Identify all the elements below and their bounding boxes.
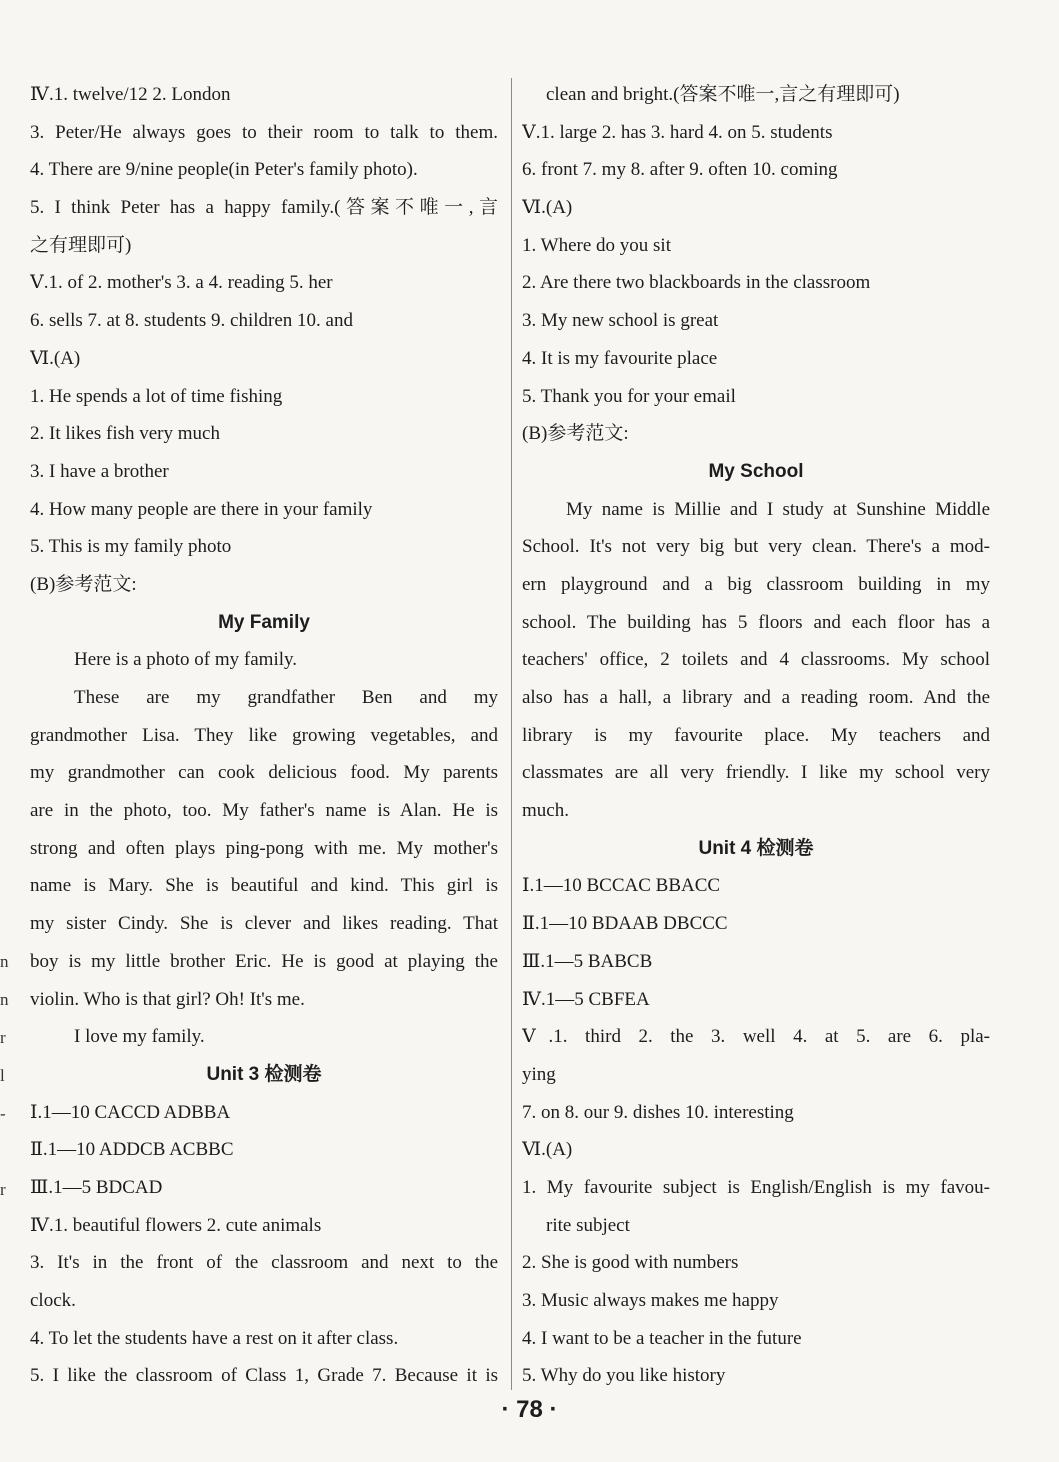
text-line: 之有理即可)	[30, 234, 132, 256]
text-line: 2. She is good with numbers	[522, 1252, 739, 1274]
text-line: violin. Who is that girl? Oh! It's me.	[30, 988, 305, 1010]
text-line: Ⅰ.1—10 BCCAC BBACC	[522, 875, 721, 897]
text-line: Ⅴ.1. large 2. has 3. hard 4. on 5. students	[522, 121, 833, 143]
text-line: clock.	[30, 1290, 76, 1311]
text-line: Ⅲ.1—5 BABCB	[522, 950, 653, 972]
text-line: also has a hall, a library and a reading room. And the	[522, 687, 990, 708]
section-heading: Unit 3 检测卷	[206, 1063, 322, 1085]
text-line: Ⅳ.1—5 CBFEA	[522, 988, 650, 1010]
text-line: school. The building has 5 floors and each floor has a	[522, 611, 990, 633]
text-line: 3. It's in the front of the classroom and next to the	[30, 1252, 498, 1274]
text-line: 1. Where do you sit	[522, 234, 671, 256]
section-heading: Unit 4 检测卷	[698, 837, 814, 859]
edge-mark: r	[0, 1028, 6, 1047]
text-line: 5. I think Peter has a happy family.(答案不唯一,言	[30, 197, 498, 219]
text-line: rite subject	[546, 1214, 630, 1236]
text-line: are in the photo, too. My father's name is Alan. He is	[30, 800, 498, 822]
edge-mark: l	[0, 1066, 5, 1085]
text-line: my grandmother can cook delicious food. My parents	[30, 762, 498, 784]
text-line: much.	[522, 800, 569, 822]
text-line: 5. Why do you like history	[522, 1365, 726, 1387]
text-line: 4. How many people are there in your family	[30, 498, 373, 520]
text-line: 5. Thank you for your email	[522, 385, 736, 407]
text-line: 3. Peter/He always goes to their room to talk to them.	[30, 121, 498, 143]
text-line: Ⅳ.1. beautiful flowers 2. cute animals	[30, 1214, 322, 1236]
text-line: Ⅱ.1—10 BDAAB DBCCC	[522, 913, 728, 935]
text-line: name is Mary. She is beautiful and kind. This girl is	[30, 875, 498, 897]
text-line: Ⅲ.1—5 BDCAD	[30, 1176, 163, 1198]
text-line: Ⅳ.1. twelve/12 2. London	[30, 84, 231, 105]
text-line: Ⅴ.1. of 2. mother's 3. a 4. reading 5. her	[30, 272, 333, 294]
text-line: Ⅵ.(A)	[522, 197, 573, 219]
text-line: 4. There are 9/nine people(in Peter's family photo).	[30, 159, 418, 181]
section-heading: My Family	[218, 611, 310, 633]
text-line: ying	[522, 1063, 556, 1085]
text-line: Ⅰ.1—10 CACCD ADBBA	[30, 1101, 231, 1123]
text-line: Ⅴ.1. third 2. the 3. well 4. at 5. are 6. pla-	[522, 1026, 990, 1048]
text-line: Here is a photo of my family.	[74, 649, 298, 671]
text-line: 6. sells 7. at 8. students 9. children 10. and	[30, 310, 353, 332]
text-line: ern playground and a big classroom building in my	[522, 573, 990, 595]
text-line: clean and bright.(答案不唯一,言之有理即可)	[546, 84, 900, 105]
text-line: 2. It likes fish very much	[30, 423, 220, 445]
text-line: My name is Millie and I study at Sunshine Middle	[566, 498, 990, 520]
right-column	[522, 76, 990, 1395]
text-line: library is my favourite place. My teachers and	[522, 724, 990, 746]
page-number: · 78 ·	[501, 1396, 558, 1423]
edge-mark: n	[0, 990, 9, 1009]
text-line: 5. I like the classroom of Class 1, Grade 7. Because it is	[30, 1365, 498, 1387]
text-line: 1. He spends a lot of time fishing	[30, 385, 283, 407]
left-column	[30, 76, 498, 1395]
column-divider	[511, 78, 512, 1390]
text-line: 3. Music always makes me happy	[522, 1290, 779, 1311]
text-line: 3. My new school is great	[522, 310, 719, 332]
text-line: boy is my little brother Eric. He is good at playing the	[30, 950, 498, 972]
text-line: 4. To let the students have a rest on it after class.	[30, 1327, 399, 1349]
text-line: Ⅵ.(A)	[30, 347, 81, 369]
text-line: 3. I have a brother	[30, 460, 169, 482]
text-line: 5. This is my family photo	[30, 536, 232, 558]
text-line: I love my family.	[74, 1026, 205, 1048]
text-line: classmates are all very friendly. I like my school very	[522, 762, 990, 784]
text-line: School. It's not very big but very clean. There's a mod-	[522, 536, 990, 558]
text-line: grandmother Lisa. They like growing vegetables, and	[30, 724, 498, 746]
text-line: teachers' office, 2 toilets and 4 classrooms. My school	[522, 649, 990, 671]
text-line: Ⅵ.(A)	[522, 1139, 573, 1161]
edge-mark: -	[0, 1104, 6, 1123]
text-line: These are my grandfather Ben and my	[74, 687, 498, 708]
text-line: strong and often plays ping-pong with me. My mother's	[30, 837, 498, 859]
text-line: (B)参考范文:	[522, 423, 629, 445]
text-line: (B)参考范文:	[30, 573, 137, 595]
text-line: my sister Cindy. She is clever and likes reading. That	[30, 913, 498, 935]
text-line: 6. front 7. my 8. after 9. often 10. coming	[522, 159, 838, 181]
text-line: 2. Are there two blackboards in the classroom	[522, 272, 871, 294]
edge-mark: r	[0, 1180, 6, 1199]
section-heading: My School	[708, 460, 804, 482]
text-line: 4. It is my favourite place	[522, 347, 718, 369]
text-line: Ⅱ.1—10 ADDCB ACBBC	[30, 1139, 234, 1161]
text-line: 7. on 8. our 9. dishes 10. interesting	[522, 1101, 794, 1123]
text-line: 1. My favourite subject is English/English is my favou-	[522, 1176, 990, 1198]
text-line: 4. I want to be a teacher in the future	[522, 1327, 802, 1349]
edge-mark: n	[0, 952, 9, 971]
